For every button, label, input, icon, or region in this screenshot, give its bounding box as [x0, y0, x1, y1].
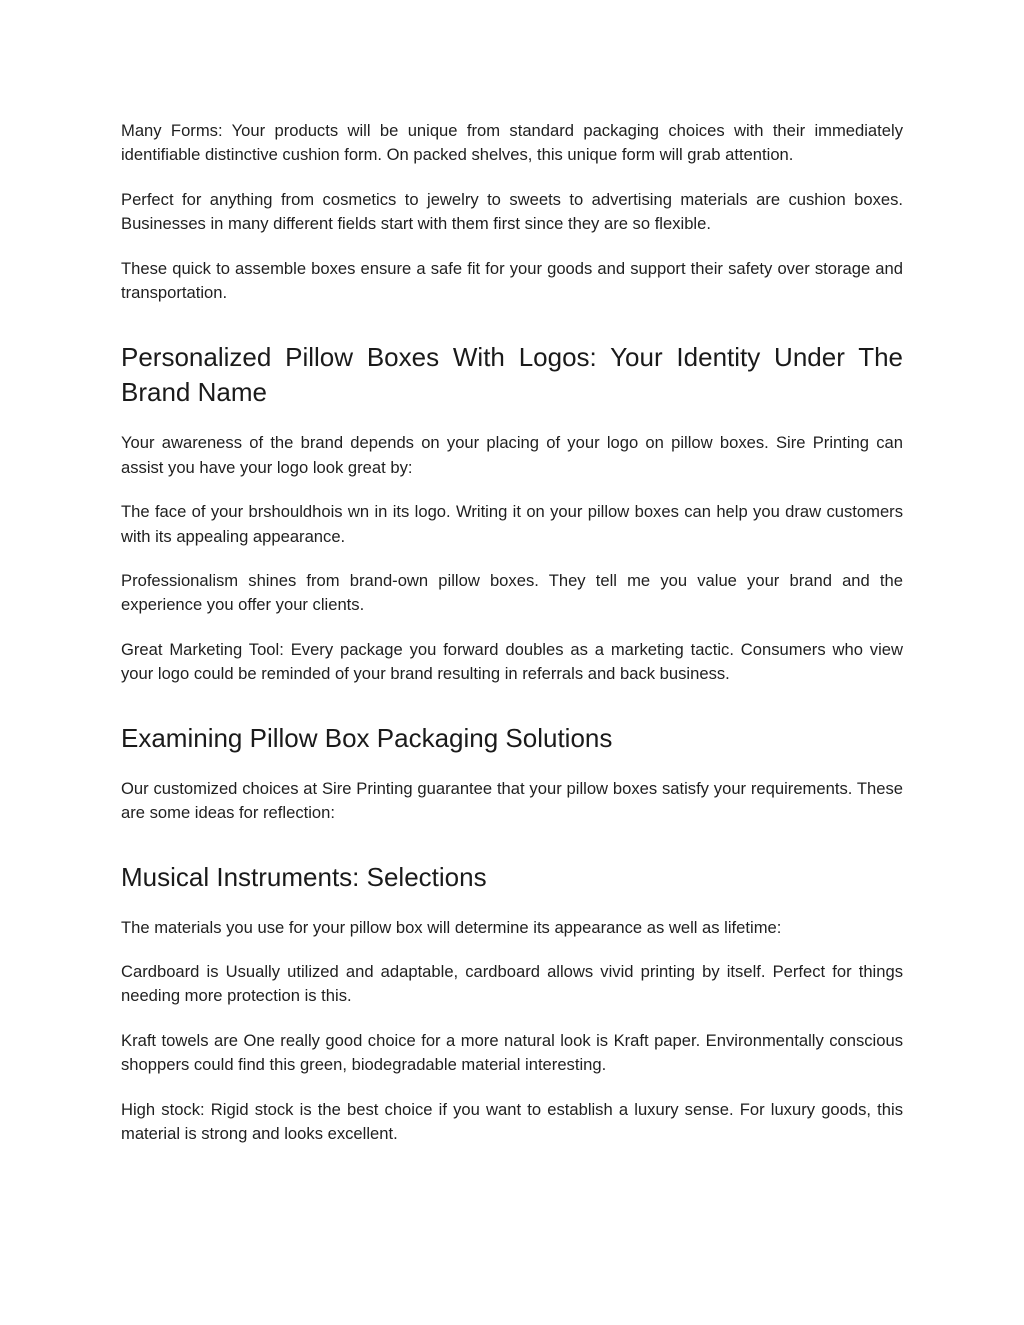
paragraph-marketing-tool: Great Marketing Tool: Every package you forward doubles as a marketing tactic. Consumers who view your logo could be reminded of your brand resulting in referrals and back business.: [121, 639, 903, 684]
heading-musical-instruments: Musical Instruments: Selections: [121, 861, 487, 892]
paragraph-kraft: Kraft towels are One really good choice for a more natural look is Kraft paper. Environmentally conscious shoppers could find this green, biodegradable material interesting.: [121, 1030, 903, 1075]
paragraph-face-of-brand: The face of your brshouldhois wn in its logo. Writing it on your pillow boxes can help you draw customers with its appealing appearance.: [121, 502, 903, 546]
paragraph-brand-awareness: Your awareness of the brand depends on your placing of your logo on pillow boxes. Sire Printing can assist you have your logo look great by:: [121, 433, 903, 477]
paragraph-customized-choices: Our customized choices at Sire Printing guarantee that your pillow boxes satisfy your requirements. These are some ideas for reflection:: [121, 778, 903, 823]
heading-personalized-pillow-boxes: Personalized Pillow Boxes With Logos: Your Identity Under The Brand Name: [121, 342, 903, 408]
paragraph-professionalism: Professionalism shines from brand-own pillow boxes. They tell me you value your brand and the experience you offer your clients.: [121, 571, 903, 615]
paragraph-perfect-for-anything: Perfect for anything from cosmetics to jewelry to sweets to advertising materials are cushion boxes. Businesses in many different fields start with them first since they are so flexible.: [121, 189, 903, 234]
document-body: [121, 119, 903, 1166]
paragraph-high-stock: High stock: Rigid stock is the best choice if you want to establish a luxury sense. For luxury goods, this material is strong and looks excellent.: [121, 1099, 903, 1143]
paragraph-materials-intro: The materials you use for your pillow box will determine its appearance as well as lifetime:: [121, 917, 782, 937]
heading-examining-solutions: Examining Pillow Box Packaging Solutions: [121, 722, 613, 753]
paragraph-quick-to-assemble: These quick to assemble boxes ensure a safe fit for your goods and support their safety over storage and transportation.: [121, 258, 903, 303]
paragraph-cardboard: Cardboard is Usually utilized and adaptable, cardboard allows vivid printing by itself. Perfect for things needing more protection is this.: [121, 961, 903, 1006]
paragraph-many-forms: Many Forms: Your products will be unique from standard packaging choices with their immediately identifiable distinctive cushion form. On packed shelves, this unique form will grab attention.: [121, 121, 903, 165]
